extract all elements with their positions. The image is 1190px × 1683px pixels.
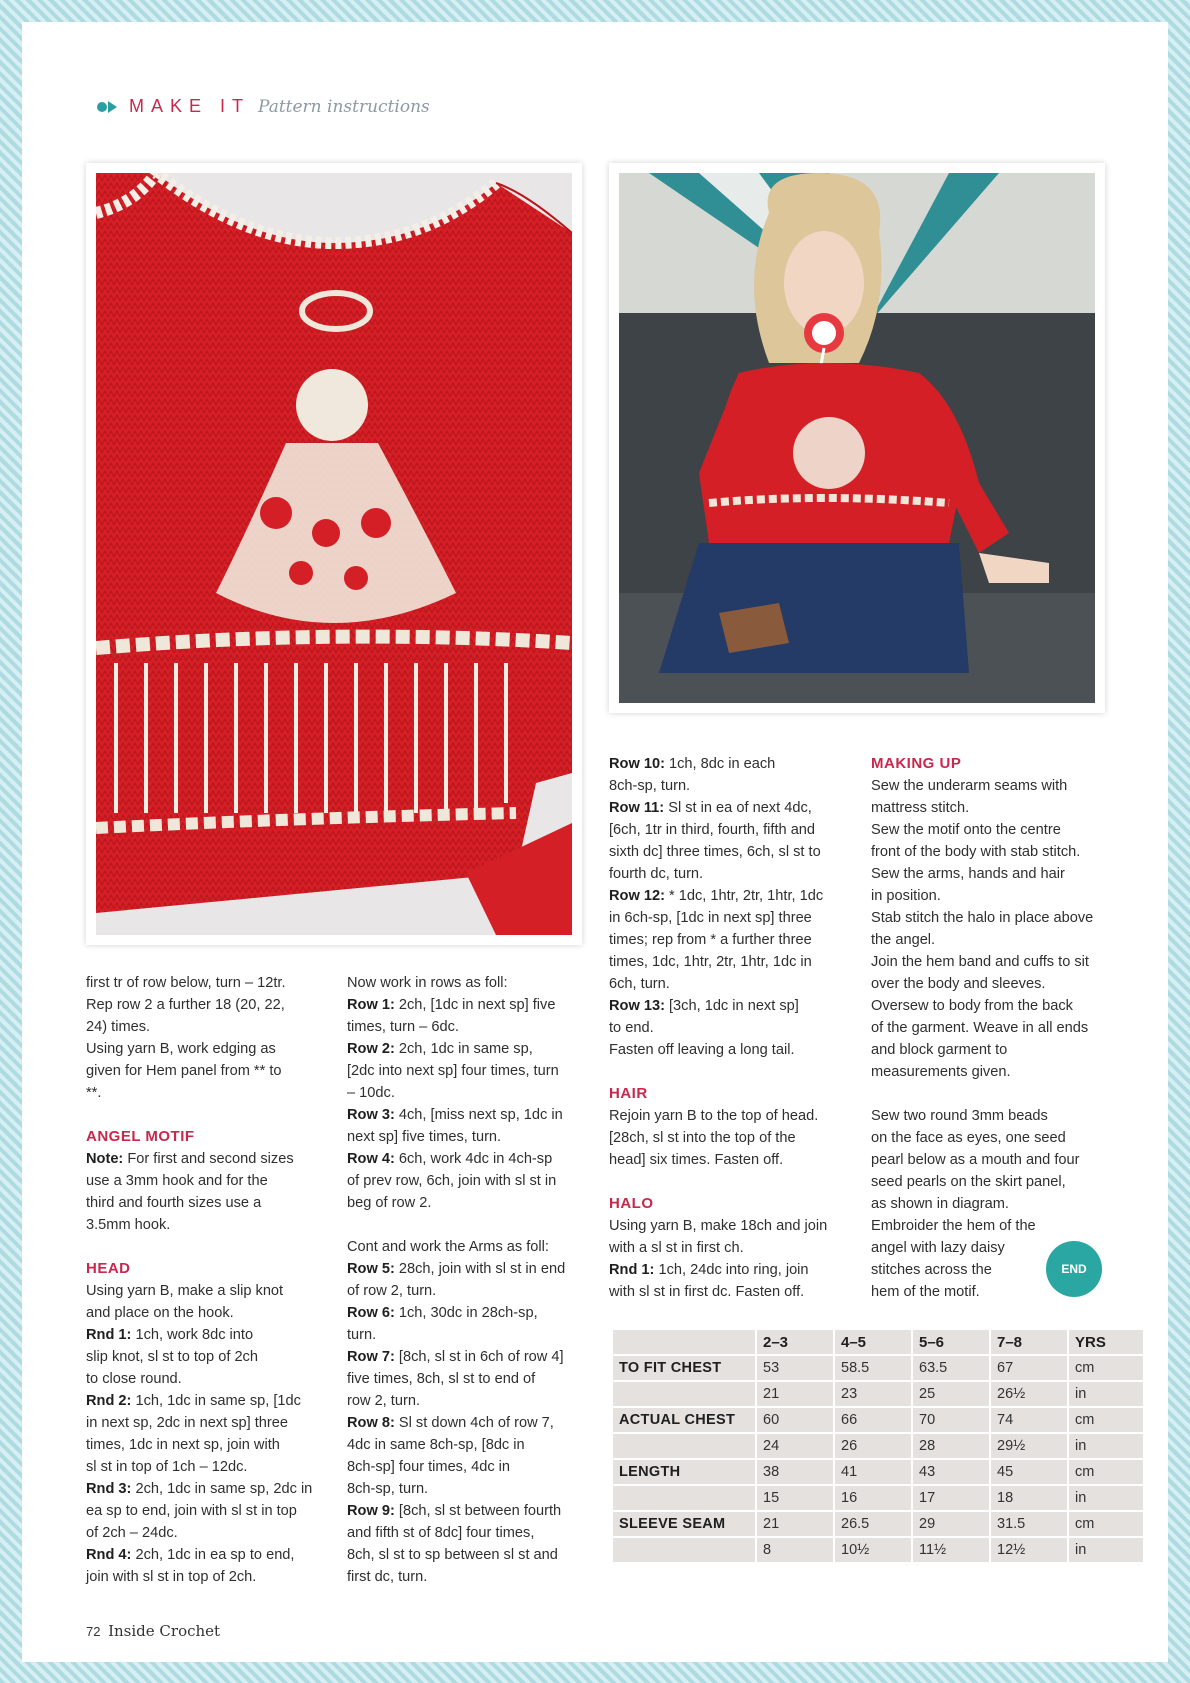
table-cell: 28: [913, 1434, 989, 1458]
text-line: Sew the arms, hands and hair: [871, 866, 1065, 882]
instruction-label: Row 7:: [347, 1349, 395, 1365]
table-cell: 53: [757, 1356, 833, 1380]
text-line: Now work in rows as foll:: [347, 975, 508, 991]
paragraph-gap: [871, 1083, 1093, 1105]
table-cell: 11½: [913, 1538, 989, 1562]
text-line: with sl st in first dc. Fasten off.: [609, 1284, 805, 1300]
sizes-table: [611, 1328, 1145, 1564]
text-line: Join the hem band and cuffs to sit: [871, 954, 1089, 970]
table-cell: 74: [991, 1408, 1067, 1432]
text-line: head] six times. Fasten off.: [609, 1152, 784, 1168]
table-row-label: LENGTH: [613, 1460, 755, 1484]
instruction-text: 2ch, 1dc in same sp, 2dc in: [131, 1481, 313, 1497]
instruction-text: Sl st in ea of next 4dc,: [664, 800, 812, 816]
text-line: of the garment. Weave in all ends: [871, 1020, 1089, 1036]
text-line: use a 3mm hook and for the: [86, 1173, 268, 1189]
table-row: [613, 1408, 1143, 1432]
table-cell: in: [1069, 1486, 1143, 1510]
table-row-label: ACTUAL CHEST: [613, 1408, 755, 1432]
text-line: Using yarn B, make a slip knot: [86, 1283, 284, 1299]
table-cell: 26: [835, 1434, 911, 1458]
text-line: **.: [86, 1085, 102, 1101]
instruction-label: Row 3:: [347, 1107, 395, 1123]
instruction-text: [8ch, sl st in 6ch of row 4]: [394, 1349, 564, 1365]
instruction-text: 2ch, 1dc in same sp,: [394, 1041, 533, 1057]
section-heading: ANGEL MOTIF: [86, 1128, 195, 1145]
text-line: Embroider the hem of the: [871, 1218, 1036, 1234]
text-line: in 6ch-sp, [1dc in next sp] three: [609, 910, 812, 926]
instruction-label: Row 13:: [609, 998, 665, 1014]
paragraph-gap: [86, 1236, 312, 1258]
instruction-line: [347, 1148, 565, 1170]
text-line: five times, 8ch, sl st to end of: [347, 1371, 536, 1387]
table-cell: 18: [991, 1486, 1067, 1510]
table-cell: 21: [757, 1512, 833, 1536]
text-line: [6ch, 1tr in third, fourth, fifth and: [609, 822, 816, 838]
instruction-line: [347, 1104, 565, 1126]
table-header-row: [613, 1330, 1143, 1354]
section-heading: HEAD: [86, 1260, 131, 1277]
instruction-label: Row 10:: [609, 756, 665, 772]
table-cell: 58.5: [835, 1356, 911, 1380]
text-line: Rep row 2 a further 18 (20, 22,: [86, 997, 285, 1013]
text-line: angel with lazy daisy: [871, 1240, 1005, 1256]
text-line: in position.: [871, 888, 941, 904]
table-header-cell: 5–6: [913, 1330, 989, 1354]
text-column-3: [609, 753, 827, 1303]
text-line: Rejoin yarn B to the top of head.: [609, 1108, 819, 1124]
text-line: 8ch-sp] four times, 4dc in: [347, 1459, 511, 1475]
table-cell: 23: [835, 1382, 911, 1406]
instruction-line: [609, 995, 827, 1017]
text-column-4: [871, 753, 1093, 1303]
page-footer: [86, 1622, 220, 1640]
text-line: Stab stitch the halo in place above: [871, 910, 1094, 926]
instruction-line: [86, 1324, 312, 1346]
table-row: [613, 1460, 1143, 1484]
table-row-label: TO FIT CHEST: [613, 1356, 755, 1380]
table-cell: cm: [1069, 1460, 1143, 1484]
section-header: [97, 96, 430, 117]
section-heading: HALO: [609, 1195, 654, 1212]
instruction-line: [347, 1346, 565, 1368]
text-line: mattress stitch.: [871, 800, 970, 816]
instruction-line: [609, 1259, 827, 1281]
text-line: given for Hem panel from ** to: [86, 1063, 282, 1079]
text-line: sixth dc] three times, 6ch, sl st to: [609, 844, 821, 860]
table-row-label: [613, 1486, 755, 1510]
instruction-label: Rnd 3:: [86, 1481, 132, 1497]
text-line: 8ch, sl st to sp between sl st and: [347, 1547, 558, 1563]
instruction-text: [8ch, sl st between fourth: [394, 1503, 562, 1519]
text-line: times, 1dc in next sp, join with: [86, 1437, 280, 1453]
text-line: 3.5mm hook.: [86, 1217, 171, 1233]
text-line: seed pearls on the skirt panel,: [871, 1174, 1066, 1190]
text-line: first dc, turn.: [347, 1569, 428, 1585]
paragraph-gap: [347, 1214, 565, 1236]
table-cell: cm: [1069, 1408, 1143, 1432]
text-line: next sp] five times, turn.: [347, 1129, 502, 1145]
text-line: fourth dc, turn.: [609, 866, 704, 882]
instruction-line: [609, 797, 827, 819]
text-line: third and fourth sizes use a: [86, 1195, 262, 1211]
table-cell: 43: [913, 1460, 989, 1484]
instruction-text: 1ch, 8dc in each: [664, 756, 776, 772]
table-row: [613, 1538, 1143, 1562]
instruction-label: Row 8:: [347, 1415, 395, 1431]
instruction-line: [347, 1258, 565, 1280]
instruction-text: 2ch, [1dc in next sp] five: [394, 997, 556, 1013]
table-header-cell: 2–3: [757, 1330, 833, 1354]
instruction-line: [86, 1390, 312, 1412]
table-row: [613, 1486, 1143, 1510]
instruction-label: Row 9:: [347, 1503, 395, 1519]
sweater-photo-icon: [96, 173, 572, 935]
instruction-line: [86, 1544, 312, 1566]
text-line: beg of row 2.: [347, 1195, 432, 1211]
table-cell: cm: [1069, 1512, 1143, 1536]
instruction-text: Sl st down 4ch of row 7,: [394, 1415, 554, 1431]
text-line: slip knot, sl st to top of 2ch: [86, 1349, 258, 1365]
instruction-line: [347, 1500, 565, 1522]
text-line: Oversew to body from the back: [871, 998, 1073, 1014]
text-line: front of the body with stab stitch.: [871, 844, 1081, 860]
paragraph-gap: [86, 1104, 312, 1126]
table-cell: 26.5: [835, 1512, 911, 1536]
table-cell: 25: [913, 1382, 989, 1406]
text-line: stitches across the: [871, 1262, 992, 1278]
text-line: to end.: [609, 1020, 654, 1036]
text-line: and fifth st of 8dc] four times,: [347, 1525, 535, 1541]
instruction-text: 28ch, join with sl st in end: [394, 1261, 566, 1277]
table-row-label: SLEEVE SEAM: [613, 1512, 755, 1536]
instruction-label: Row 12:: [609, 888, 665, 904]
instruction-label: Row 4:: [347, 1151, 395, 1167]
text-line: [28ch, sl st into the top of the: [609, 1130, 796, 1146]
instruction-text: 4ch, [miss next sp, 1dc in: [394, 1107, 563, 1123]
text-line: Fasten off leaving a long tail.: [609, 1042, 795, 1058]
text-line: – 10dc.: [347, 1085, 395, 1101]
table-cell: in: [1069, 1382, 1143, 1406]
instruction-text: [3ch, 1dc in next sp]: [664, 998, 799, 1014]
paragraph-gap: [609, 1171, 827, 1193]
text-line: 8ch-sp, turn.: [609, 778, 691, 794]
section-heading: HAIR: [609, 1085, 648, 1102]
instruction-label: Row 1:: [347, 997, 395, 1013]
table-cell: in: [1069, 1538, 1143, 1562]
text-line: measurements given.: [871, 1064, 1011, 1080]
instruction-label: Row 2:: [347, 1041, 395, 1057]
instruction-label: Rnd 1:: [609, 1262, 655, 1278]
table-cell: 66: [835, 1408, 911, 1432]
table-header-cell: [613, 1330, 755, 1354]
text-line: 6ch, turn.: [609, 976, 670, 992]
instruction-line: [347, 1038, 565, 1060]
text-line: Cont and work the Arms as foll:: [347, 1239, 549, 1255]
table-cell: cm: [1069, 1356, 1143, 1380]
instruction-text: 1ch, 24dc into ring, join: [654, 1262, 809, 1278]
instruction-text: For first and second sizes: [123, 1151, 294, 1167]
table-cell: 29: [913, 1512, 989, 1536]
table-cell: 38: [757, 1460, 833, 1484]
section-title: MAKE IT: [129, 96, 251, 116]
instruction-text: 2ch, 1dc in ea sp to end,: [131, 1547, 295, 1563]
text-line: Sew the underarm seams with: [871, 778, 1068, 794]
table-cell: 67: [991, 1356, 1067, 1380]
text-line: and block garment to: [871, 1042, 1008, 1058]
instruction-label: Row 6:: [347, 1305, 395, 1321]
table-cell: 15: [757, 1486, 833, 1510]
text-line: as shown in diagram.: [871, 1196, 1009, 1212]
text-line: join with sl st in top of 2ch.: [86, 1569, 257, 1585]
section-subtitle: Pattern instructions: [258, 97, 430, 117]
text-line: row 2, turn.: [347, 1393, 420, 1409]
table-cell: 45: [991, 1460, 1067, 1484]
table-cell: 60: [757, 1408, 833, 1432]
table-row: [613, 1356, 1143, 1380]
text-line: in next sp, 2dc in next sp] three: [86, 1415, 288, 1431]
text-line: the angel.: [871, 932, 936, 948]
section-heading: MAKING UP: [871, 755, 962, 772]
text-line: first tr of row below, turn – 12tr.: [86, 975, 286, 991]
instruction-line: [86, 1478, 312, 1500]
text-line: over the body and sleeves.: [871, 976, 1046, 992]
table-cell: 12½: [991, 1538, 1067, 1562]
instruction-label: Row 5:: [347, 1261, 395, 1277]
text-line: turn.: [347, 1327, 377, 1343]
instruction-text: 1ch, 1dc in same sp, [1dc: [131, 1393, 301, 1409]
table-cell: 29½: [991, 1434, 1067, 1458]
instruction-line: [86, 1148, 312, 1170]
instruction-label: Row 11:: [609, 800, 665, 816]
table-row-label: [613, 1382, 755, 1406]
text-line: 4dc in same 8ch-sp, [8dc in: [347, 1437, 525, 1453]
text-line: to close round.: [86, 1371, 182, 1387]
instruction-label: Note:: [86, 1151, 124, 1167]
text-line: pearl below as a mouth and four: [871, 1152, 1080, 1168]
text-line: [2dc into next sp] four times, turn: [347, 1063, 559, 1079]
table-cell: 63.5: [913, 1356, 989, 1380]
end-badge: END: [1046, 1241, 1102, 1297]
text-line: 8ch-sp, turn.: [347, 1481, 429, 1497]
text-line: Using yarn B, work edging as: [86, 1041, 276, 1057]
sweater-photo: [86, 163, 582, 945]
table-cell: 26½: [991, 1382, 1067, 1406]
table-cell: 10½: [835, 1538, 911, 1562]
child-with-lollipop-photo-icon: [619, 173, 1095, 703]
table-cell: 21: [757, 1382, 833, 1406]
table-header-cell: YRS: [1069, 1330, 1143, 1354]
table-cell: 31.5: [991, 1512, 1067, 1536]
paragraph-gap: [609, 1061, 827, 1083]
text-line: Sew two round 3mm beads: [871, 1108, 1048, 1124]
text-line: hem of the motif.: [871, 1284, 980, 1300]
instruction-label: Rnd 1:: [86, 1327, 132, 1343]
text-line: of row 2, turn.: [347, 1283, 437, 1299]
publication-name: Inside Crochet: [108, 1622, 221, 1640]
text-line: with a sl st in first ch.: [609, 1240, 744, 1256]
text-line: of prev row, 6ch, join with sl st in: [347, 1173, 557, 1189]
text-line: times, turn – 6dc.: [347, 1019, 459, 1035]
table-cell: 16: [835, 1486, 911, 1510]
instruction-label: Rnd 4:: [86, 1547, 132, 1563]
table-row-label: [613, 1434, 755, 1458]
table-cell: 24: [757, 1434, 833, 1458]
text-line: and place on the hook.: [86, 1305, 234, 1321]
text-column-2: [347, 972, 565, 1588]
table-header-cell: 4–5: [835, 1330, 911, 1354]
text-line: Using yarn B, make 18ch and join: [609, 1218, 828, 1234]
table-cell: 8: [757, 1538, 833, 1562]
table-header-cell: 7–8: [991, 1330, 1067, 1354]
text-line: times, 1dc, 1htr, 2tr, 1htr, 1dc in: [609, 954, 812, 970]
table-cell: 70: [913, 1408, 989, 1432]
text-line: Sew the motif onto the centre: [871, 822, 1061, 838]
instruction-text: 6ch, work 4dc in 4ch-sp: [394, 1151, 553, 1167]
page-number: 72: [86, 1624, 101, 1639]
text-line: of 2ch – 24dc.: [86, 1525, 178, 1541]
table-cell: 17: [913, 1486, 989, 1510]
instruction-label: Rnd 2:: [86, 1393, 132, 1409]
table-cell: 41: [835, 1460, 911, 1484]
instruction-line: [347, 1302, 565, 1324]
table-row: [613, 1434, 1143, 1458]
text-column-1: [86, 972, 312, 1588]
arrow-icon: [97, 101, 117, 113]
instruction-line: [347, 994, 565, 1016]
instruction-line: [609, 753, 827, 775]
table-row: [613, 1382, 1143, 1406]
text-line: 24) times.: [86, 1019, 151, 1035]
text-line: times; rep from * a further three: [609, 932, 812, 948]
instruction-text: 1ch, 30dc in 28ch-sp,: [394, 1305, 538, 1321]
child-photo: [609, 163, 1105, 713]
instruction-line: [609, 885, 827, 907]
text-line: ea sp to end, join with sl st in top: [86, 1503, 297, 1519]
instruction-line: [347, 1412, 565, 1434]
text-line: on the face as eyes, one seed: [871, 1130, 1066, 1146]
instruction-text: 1ch, work 8dc into: [131, 1327, 254, 1343]
table-row-label: [613, 1538, 755, 1562]
instruction-text: * 1dc, 1htr, 2tr, 1htr, 1dc: [664, 888, 824, 904]
text-line: sl st in top of 1ch – 12dc.: [86, 1459, 248, 1475]
table-row: [613, 1512, 1143, 1536]
table-cell: in: [1069, 1434, 1143, 1458]
